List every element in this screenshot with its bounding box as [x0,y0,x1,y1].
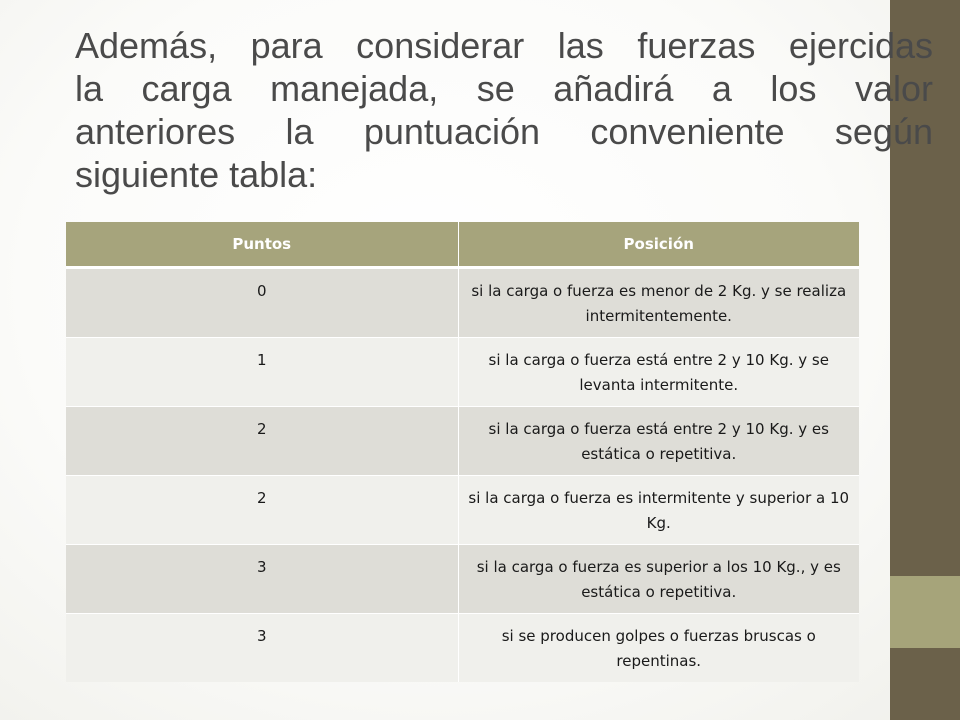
table-header-row [66,222,859,268]
cell-points: 2 [66,476,458,545]
cell-points: 3 [66,614,458,683]
cell-position: si la carga o fuerza es superior a los 10 Kg., y es estática o repetitiva. [458,545,859,614]
title-line-4: siguiente tabla: [75,154,318,195]
table-row [66,476,859,545]
cell-position: si la carga o fuerza está entre 2 y 10 Kg. y es estática o repetitiva. [458,407,859,476]
cell-position: si la carga o fuerza es menor de 2 Kg. y se realiza intermitentemente. [458,268,859,338]
header-posicion: Posición [458,222,859,268]
cell-position: si la carga o fuerza está entre 2 y 10 Kg. y se levanta intermitente. [458,338,859,407]
scoring-table [66,222,859,682]
side-band-dark-bottom [890,648,960,720]
cell-points: 2 [66,407,458,476]
cell-position: si la carga o fuerza es intermitente y superior a 10 Kg. [458,476,859,545]
title-line-1: Además, para considerar las fuerzas ejercidas [75,25,933,66]
table-row [66,338,859,407]
table-row [66,614,859,683]
table-row [66,268,859,338]
cell-points: 0 [66,268,458,338]
table-row [66,407,859,476]
table-row [66,545,859,614]
side-band-light [890,576,960,648]
title-line-3: anteriores la puntuación conveniente según [75,111,933,152]
cell-points: 1 [66,338,458,407]
cell-points: 3 [66,545,458,614]
header-puntos: Puntos [66,222,458,268]
cell-position: si se producen golpes o fuerzas bruscas o repentinas. [458,614,859,683]
title-line-2: la carga manejada, se añadirá a los valor [75,68,933,109]
slide-title [75,24,960,196]
